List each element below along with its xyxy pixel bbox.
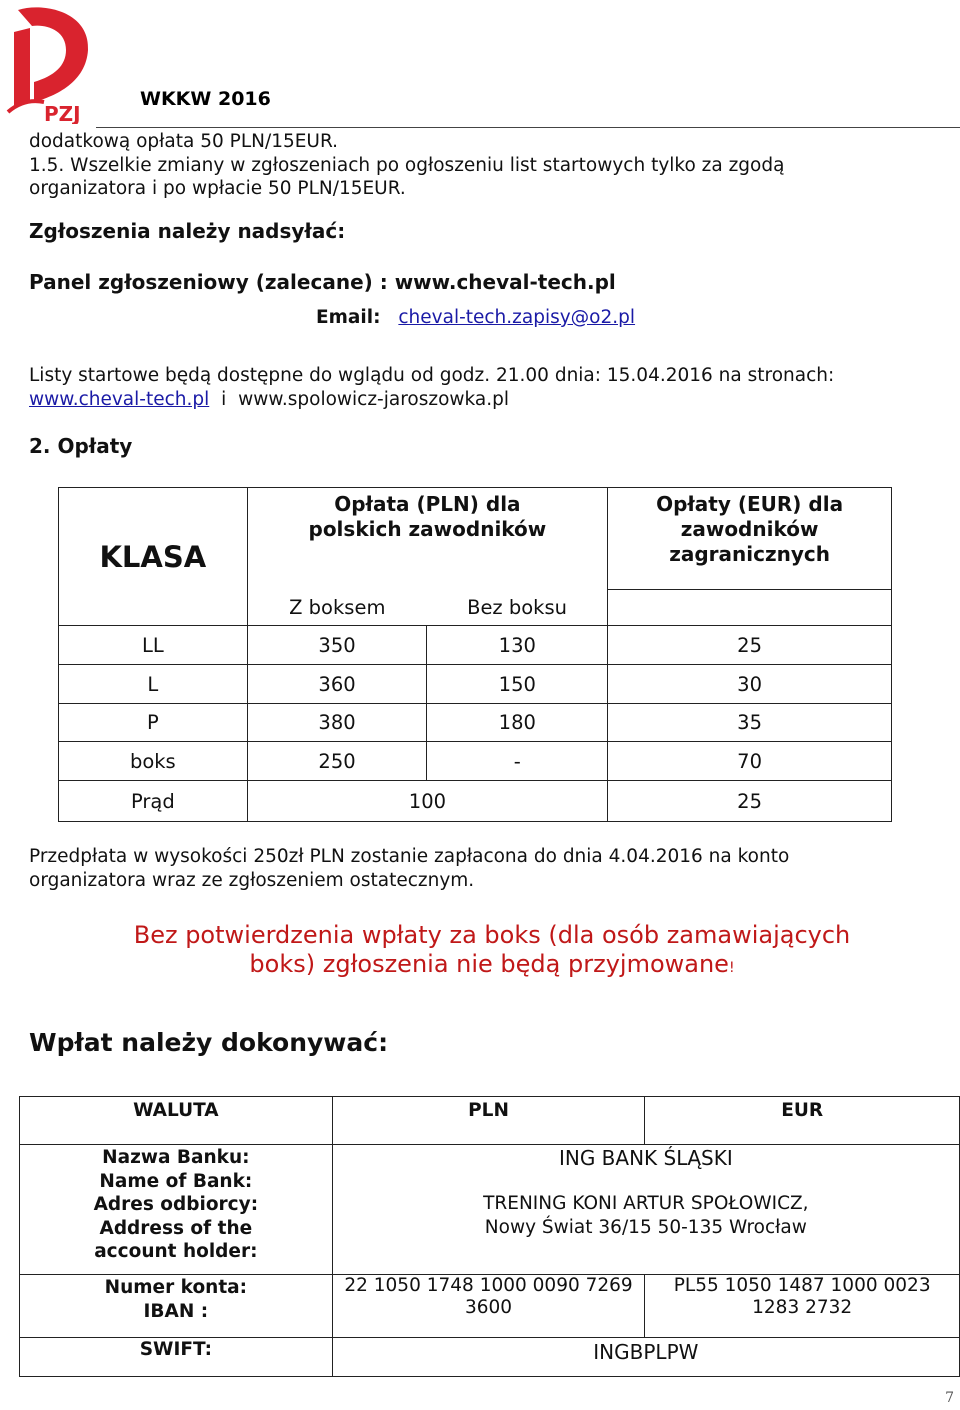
swift-row: [20, 1338, 960, 1377]
payment-table: [19, 1096, 960, 1377]
fee-with-box: 250: [247, 742, 427, 781]
holder-label-en-2: account holder:: [94, 1241, 258, 1262]
warning-line-1: Bez potwierdzenia wpłaty za boks (dla osób zamawiających: [133, 921, 851, 949]
fee-eur: 25: [608, 626, 892, 665]
email-link[interactable]: cheval-tech.zapisy@o2.pl: [398, 307, 636, 328]
fee-row-prad: [59, 781, 892, 822]
account-eur-line-1: PL55 1050 1487 1000 0023: [673, 1275, 931, 1296]
fee-row-boks: [59, 742, 892, 781]
fee-eur: 30: [608, 665, 892, 704]
account-label: Numer konta:: [104, 1277, 248, 1298]
entries-heading: Zgłoszenia należy nadsyłać:: [29, 219, 346, 243]
eur-subheader-empty: [608, 590, 892, 626]
fee-with-box: 350: [247, 626, 427, 665]
fee-row-p: [59, 704, 892, 742]
fees-section-title: 2. Opłaty: [29, 434, 133, 458]
intro-line-2: 1.5. Wszelkie zmiany w zgłoszeniach po ogłoszeniu list startowych tylko za zgodą: [29, 155, 785, 176]
account-eur-line-2: 1283 2732: [752, 1297, 853, 1318]
pln-header: PLN: [332, 1097, 645, 1145]
swift-value: INGBPLPW: [332, 1338, 959, 1377]
swift-label: SWIFT:: [20, 1338, 333, 1377]
fee-eur: 70: [608, 742, 892, 781]
fee-without-box: 180: [427, 704, 608, 742]
payment-header-row: [20, 1097, 960, 1145]
email-row: [316, 306, 635, 330]
logo-text: PZJ: [44, 102, 81, 124]
fee-class: LL: [59, 626, 248, 665]
document-title: WKKW 2016: [140, 88, 271, 110]
warning-line-2: [40, 950, 944, 983]
site-text-spolowicz: www.spolowicz-jaroszowka.pl: [238, 389, 510, 410]
eur-header: EUR: [645, 1097, 960, 1145]
fee-row-ll: [59, 626, 892, 665]
fee-pln-combined: 100: [247, 781, 608, 822]
prepay-line-1: Przedpłata w wysokości 250zł PLN zostanie zapłacona do dnia 4.04.2016 na konto: [29, 846, 790, 867]
warning-text: boks) zgłoszenia nie będą przyjmowane: [249, 950, 729, 978]
fee-without-box: 130: [427, 626, 608, 665]
site-link-cheval[interactable]: www.cheval-tech.pl: [29, 389, 210, 410]
fee-with-box: 380: [247, 704, 427, 742]
fee-eur: 35: [608, 704, 892, 742]
header-divider: [96, 127, 960, 128]
holder-label-en-1: Address of the: [99, 1217, 253, 1239]
klasa-header: KLASA: [59, 488, 248, 626]
fee-without-box: 150: [427, 665, 608, 704]
account-eur: [645, 1275, 960, 1338]
fees-header-row: [59, 488, 892, 590]
fee-without-box: -: [427, 742, 608, 781]
eur-fee-header: Opłaty (EUR) dla zawodników zagranicznych: [608, 488, 892, 590]
fee-class: Prąd: [59, 781, 248, 822]
fee-class: L: [59, 665, 248, 704]
fee-class: P: [59, 704, 248, 742]
email-label: Email:: [316, 307, 381, 328]
account-labels: [20, 1275, 333, 1338]
holder-label: Adres odbiorcy:: [93, 1194, 259, 1215]
bank-holder-labels: [20, 1145, 333, 1275]
payment-heading: Wpłat należy dokonywać:: [29, 1028, 389, 1057]
page-number: 7: [945, 1390, 954, 1406]
intro-line-3: organizatora i po wpłacie 50 PLN/15EUR.: [29, 178, 406, 199]
iban-label: IBAN :: [143, 1300, 209, 1322]
fee-with-box: 360: [247, 665, 427, 704]
with-box-header: Z boksem: [247, 590, 427, 626]
without-box-header: Bez boksu: [427, 590, 608, 626]
entry-panel-line: Panel zgłoszeniowy (zalecane) : www.cheval-tech.pl: [29, 270, 616, 294]
bank-label-en: Name of Bank:: [99, 1170, 253, 1192]
prepay-line-2: organizatora wraz ze zgłoszeniem ostatecznym.: [29, 870, 475, 891]
account-pln-line-1: 22 1050 1748 1000 0090 7269: [344, 1275, 633, 1296]
holder-address: Nowy Świat 36/15 50-135 Wrocław: [484, 1217, 807, 1238]
bank-label: Nazwa Banku:: [102, 1147, 250, 1168]
websites-line: [29, 388, 509, 412]
fee-class: boks: [59, 742, 248, 781]
fees-table: [58, 487, 892, 822]
bank-holder-row: [20, 1145, 960, 1275]
holder-name: TRENING KONI ARTUR SPOŁOWICZ,: [483, 1193, 809, 1214]
waluta-header: WALUTA: [20, 1097, 333, 1145]
account-pln: [332, 1275, 645, 1338]
account-row: [20, 1275, 960, 1338]
bank-name: ING BANK ŚLĄSKI: [558, 1146, 733, 1170]
pzj-logo: [4, 2, 96, 124]
fee-row-l: [59, 665, 892, 704]
bank-holder-values: [332, 1145, 959, 1275]
account-pln-line-2: 3600: [464, 1297, 513, 1318]
pln-fee-header: Opłata (PLN) dla polskich zawodników: [247, 488, 608, 590]
intro-line-1: dodatkową opłata 50 PLN/15EUR.: [29, 131, 339, 152]
warning-mark: !: [728, 960, 735, 976]
fee-eur: 25: [608, 781, 892, 822]
sites-separator: i: [221, 389, 227, 410]
start-lists-line: Listy startowe będą dostępne do wglądu od godz. 21.00 dnia: 15.04.2016 na stronach:: [29, 365, 835, 386]
